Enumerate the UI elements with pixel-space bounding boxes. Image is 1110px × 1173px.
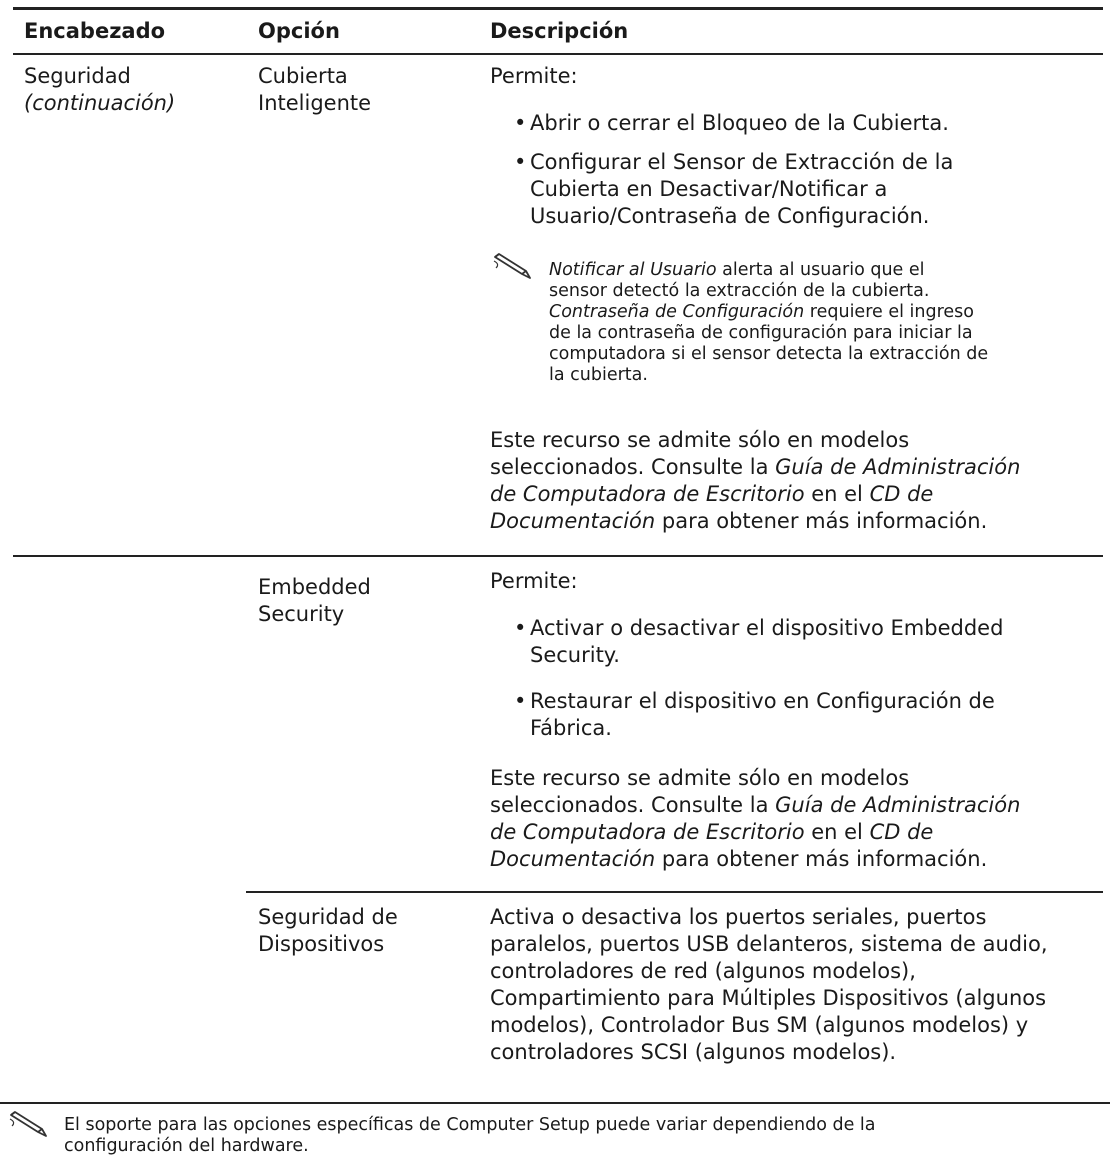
table-top-rule: [13, 7, 1103, 10]
row3-desc-line6: controladores SCSI (algunos modelos).: [490, 1040, 897, 1064]
row2-para-line2: seleccionados. Consulte la Guía de Administración: [490, 793, 1021, 817]
row1-note-line6: la cubierta.: [549, 365, 648, 385]
row2-para-line3: de Computadora de Escritorio en el CD de: [490, 820, 934, 844]
column-header-encabezado: Encabezado: [24, 19, 166, 43]
row-divider-1: [13, 555, 1103, 557]
row-divider-2: [246, 891, 1103, 893]
row1-para-line3: de Computadora de Escritorio en el CD de: [490, 482, 934, 506]
row2-option-line1: Embedded: [258, 575, 371, 599]
bullet-dot: •: [514, 616, 527, 640]
row1-option-line1: Cubierta: [258, 64, 348, 88]
row1-note-line1: Notificar al Usuario alerta al usuario que el: [549, 260, 925, 280]
row3-desc-line3: controladores de red (algunos modelos),: [490, 959, 916, 983]
row3-desc-line4: Compartimiento para Múltiples Dispositivos (algunos: [490, 986, 1047, 1010]
row1-para-line4: Documentación para obtener más información.: [490, 509, 988, 533]
row1-note: [549, 260, 1079, 386]
row1-note-line2: sensor detectó la extracción de la cubierta.: [549, 281, 930, 301]
row3-option-cell: [258, 904, 398, 958]
row2-bullet-2-line1: Restaurar el dispositivo en Configuración de: [530, 689, 995, 713]
table-bottom-rule: [0, 1102, 1110, 1104]
row3-option-line1: Seguridad de: [258, 905, 398, 929]
row1-permite: Permite:: [490, 64, 578, 88]
row2-option-line2: Security: [258, 602, 345, 626]
bullet-dot: •: [514, 689, 527, 713]
row2-bullet-1-line2: Security.: [530, 643, 620, 667]
row1-heading-continued: (continuación): [24, 91, 176, 115]
row1-bullet-2-line2: Cubierta en Desactivar/Notificar a: [530, 177, 888, 201]
row2-option-cell: [258, 574, 371, 628]
row2-para-line4: Documentación para obtener más información.: [490, 847, 988, 871]
row1-option-line2: Inteligente: [258, 91, 372, 115]
row1-paragraph: [490, 427, 1090, 535]
footnote-line1: El soporte para las opciones específicas de Computer Setup puede variar dependiendo de la: [64, 1115, 876, 1135]
footnote: [64, 1115, 1104, 1157]
row3-desc-line5: modelos), Controlador Bus SM (algunos modelos) y: [490, 1013, 1029, 1037]
row2-bullet-1-line1: Activar o desactivar el dispositivo Embedded: [530, 616, 1004, 640]
row2-bullet-2-line2: Fábrica.: [530, 716, 612, 740]
row3-description: [490, 904, 1100, 1066]
row2-para-line1: Este recurso se admite sólo en modelos: [490, 766, 910, 790]
row2-permite: Permite:: [490, 569, 578, 593]
row1-bullet-1-text: Abrir o cerrar el Bloqueo de la Cubierta.: [530, 111, 949, 135]
pencil-note-icon: [8, 1110, 54, 1140]
row1-bullet-2-line1: Configurar el Sensor de Extracción de la: [530, 150, 954, 174]
row1-heading: Seguridad: [24, 64, 131, 88]
footnote-line2: configuración del hardware.: [64, 1136, 309, 1156]
bullet-dot: •: [514, 150, 527, 174]
bullet-dot: •: [514, 111, 527, 135]
row1-bullet-2-line3: Usuario/Contraseña de Configuración.: [530, 204, 930, 228]
column-header-opcion: Opción: [258, 19, 340, 43]
column-header-descripcion: Descripción: [490, 19, 629, 43]
row1-note-line5: computadora si el sensor detecta la extracción de: [549, 344, 989, 364]
row1-heading-cell: [24, 63, 175, 117]
pencil-note-icon: [492, 252, 538, 282]
row3-desc-line2: paralelos, puertos USB delanteros, sistema de audio,: [490, 932, 1048, 956]
header-rule: [13, 53, 1103, 55]
row1-para-line1: Este recurso se admite sólo en modelos: [490, 428, 910, 452]
row2-paragraph: [490, 765, 1090, 873]
row1-note-line3: Contraseña de Configuración requiere el ingreso: [549, 302, 974, 322]
row1-note-line4: de la contraseña de configuración para iniciar la: [549, 323, 973, 343]
row1-para-line2: seleccionados. Consulte la Guía de Administración: [490, 455, 1021, 479]
row3-option-line2: Dispositivos: [258, 932, 385, 956]
row1-option-cell: [258, 63, 371, 117]
row3-desc-line1: Activa o desactiva los puertos seriales, puertos: [490, 905, 987, 929]
